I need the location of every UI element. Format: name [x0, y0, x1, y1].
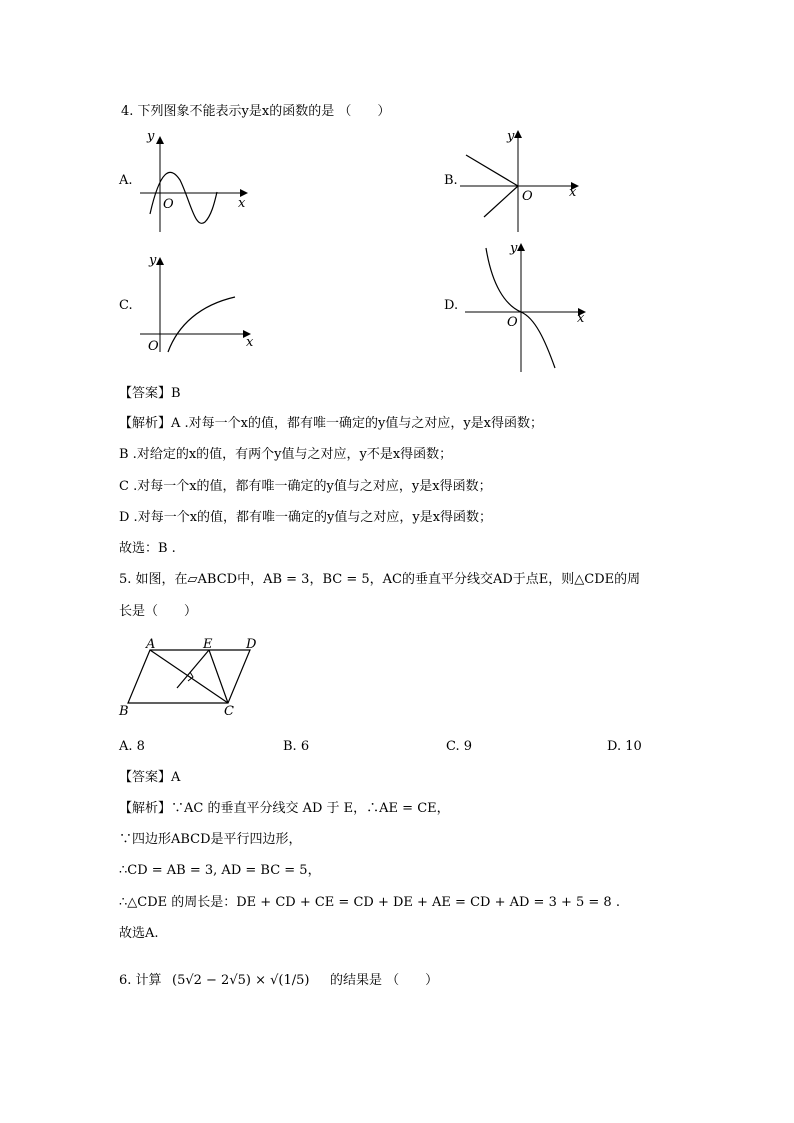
q4-c-y-axis-label: y	[149, 253, 157, 268]
q5-analysis-line: ∴CD = AB = 3, AD = BC = 5，	[119, 863, 321, 878]
q4-b-origin-label: O	[522, 189, 533, 204]
q5-choice: A. 8	[119, 739, 145, 754]
q4-a-y-axis-label: y	[147, 129, 155, 144]
q4-b-y-axis-label: y	[507, 129, 515, 144]
q4-d-origin-label: O	[507, 315, 518, 330]
q4-d-y-axis-label: y	[510, 241, 518, 256]
q4-c-x-axis-label: x	[246, 335, 254, 350]
q5-point-e: E	[203, 637, 213, 652]
q5-analysis-line: 故选A.	[119, 926, 159, 941]
q4-a-x-axis-label: x	[238, 196, 246, 211]
q5-choice: D. 10	[607, 739, 642, 754]
q5-choice: B. 6	[283, 739, 310, 754]
q5-point-a: A	[146, 637, 156, 652]
q4-option-c-label: C.	[119, 298, 133, 313]
q4-b-x-axis-label: x	[569, 185, 577, 200]
q5-analysis-line: 【解析】∵AC 的垂直平分线交 AD 于 E，∴AE = CE，	[119, 801, 450, 816]
q4-analysis-line: 【解析】A .对每一个x的值，都有唯一确定的y值与之对应，y是x得函数；	[119, 416, 544, 431]
q4-stem: 4. 下列图象不能表示y是x的函数的是 （ ）	[121, 104, 391, 119]
q5-answer: 【答案】A	[119, 770, 181, 785]
q5-choice: C. 9	[446, 739, 473, 754]
q4-analysis-line: 故选：B .	[119, 541, 176, 556]
q4-analysis-line: B .对给定的x的值，有两个y值与之对应，y不是x得函数；	[119, 447, 453, 462]
q5-analysis-line: ∴△CDE 的周长是：DE + CD + CE = CD + DE + AE = CD + AD = 3 + 5 = 8 .	[119, 895, 620, 910]
q6-prefix: 6. 计算	[119, 973, 162, 988]
q6-expression: (5√2 − 2√5) × √(1/5)	[172, 973, 310, 988]
q6-suffix: 的结果是 （ ）	[330, 973, 439, 988]
q4-answer: 【答案】B	[119, 386, 181, 401]
q5-point-b: B	[119, 704, 129, 719]
q5-stem-line: 5. 如图，在▱ABCD中，AB = 3，BC = 5，AC的垂直平分线交AD于点E，则△CDE的周	[119, 572, 641, 587]
q4-option-a-label: A.	[119, 173, 133, 188]
q4-option-d-label: D.	[444, 298, 459, 313]
q5-point-d: D	[246, 637, 257, 652]
q5-point-c: C	[224, 704, 234, 719]
q5-stem-line: 长是（ ）	[119, 604, 198, 619]
q5-analysis-line: ∵四边形ABCD是平行四边形，	[119, 832, 302, 847]
q4-a-origin-label: O	[163, 197, 174, 212]
q4-d-x-axis-label: x	[577, 311, 585, 326]
q4-c-origin-label: O	[148, 339, 159, 354]
q4-analysis-line: C .对每一个x的值，都有唯一确定的y值与之对应，y是x得函数；	[119, 479, 492, 494]
q4-option-b-label: B.	[444, 173, 458, 188]
q4-analysis-line: D .对每一个x的值，都有唯一确定的y值与之对应，y是x得函数；	[119, 510, 493, 525]
